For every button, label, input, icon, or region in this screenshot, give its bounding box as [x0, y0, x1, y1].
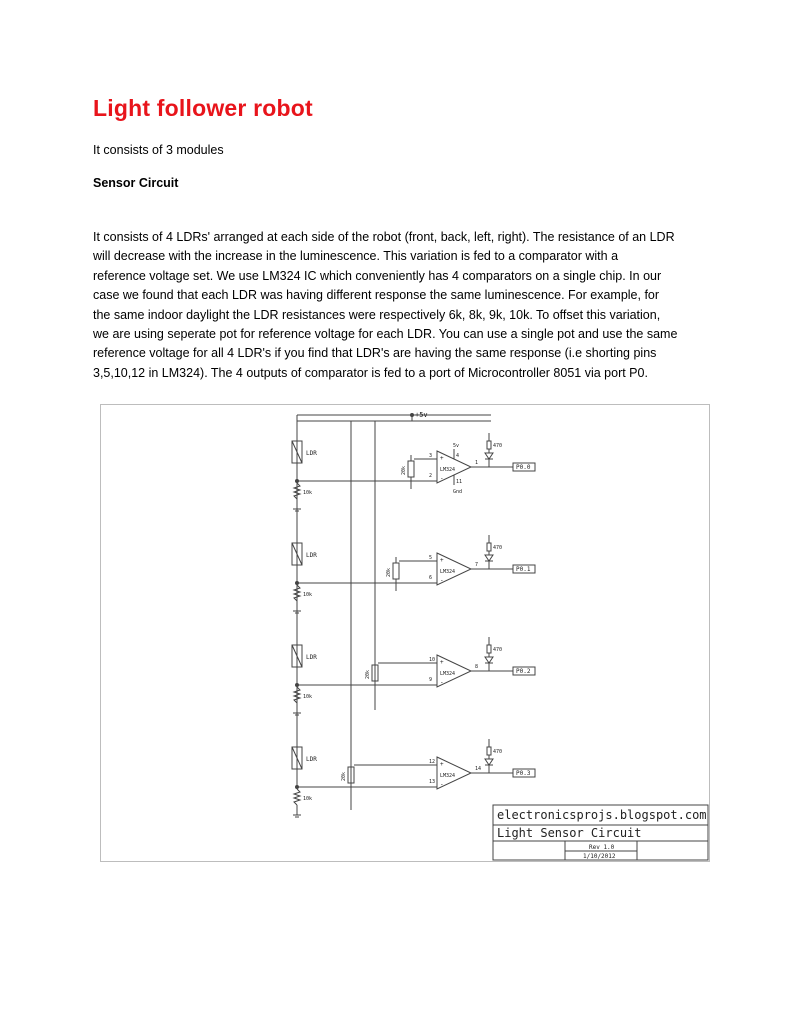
led-resistor-label: 470 [493, 443, 503, 449]
minus-sign: - [440, 475, 444, 482]
pot-label: 20k [386, 567, 392, 577]
page-title: Light follower robot [93, 95, 313, 121]
intro-text: It consists of 3 modules [93, 143, 224, 157]
junction-dot [296, 480, 299, 483]
potentiometer-icon [408, 461, 414, 477]
ldr-label: LDR [306, 450, 317, 457]
pin-number: 5 [429, 555, 433, 561]
body-line: we are using seperate pot for reference voltage for each LDR. You can use a single pot and use the same [93, 327, 678, 342]
resistor-icon [294, 789, 300, 805]
body-line: the same indoor daylight the LDR resistances were respectively 6k, 8k, 9k, 10k. To offset this variation, [93, 307, 661, 322]
port-label: P0.2 [516, 668, 531, 675]
vcc-pin-label: 5v [453, 443, 460, 449]
led-resistor-label: 470 [493, 545, 503, 551]
resistor-label: 10k [303, 796, 313, 802]
pot-label: 20k [365, 669, 371, 679]
led-resistor-label: 470 [493, 749, 503, 755]
plus-sign: + [440, 455, 444, 462]
minus-sign: - [440, 679, 444, 686]
pot-label: 20k [401, 465, 407, 475]
minus-sign: - [440, 577, 444, 584]
pin-number: 14 [475, 766, 482, 772]
pin-number: 4 [456, 453, 460, 459]
resistor-icon [487, 747, 491, 755]
supply-label: +5v [415, 411, 428, 419]
junction-dot [296, 786, 299, 789]
supply-node [411, 414, 414, 417]
title-block-date: 1/10/2012 [583, 853, 616, 860]
plus-sign: + [440, 761, 444, 768]
schematic-drawing [101, 405, 709, 861]
led-icon [485, 759, 493, 765]
led-icon [485, 657, 493, 663]
pin-number: 6 [429, 575, 433, 581]
pin-number: 12 [429, 759, 436, 765]
section-heading: Sensor Circuit [93, 176, 179, 190]
plus-sign: + [440, 557, 444, 564]
ic-label: LM324 [440, 773, 456, 779]
ic-label: LM324 [440, 467, 456, 473]
plus-sign: + [440, 659, 444, 666]
pin-number: 10 [429, 657, 436, 663]
minus-sign: - [440, 781, 444, 788]
pin-number: 2 [429, 473, 433, 479]
sensor-circuit-schematic [100, 404, 710, 862]
pin-number: 1 [475, 460, 479, 466]
port-label: P0.0 [516, 464, 531, 471]
title-block-website: electronicsprojs.blogspot.com [497, 808, 707, 822]
led-icon [485, 453, 493, 459]
pin-number: 3 [429, 453, 433, 459]
pin-number: 7 [475, 562, 479, 568]
resistor-label: 10k [303, 592, 313, 598]
led-resistor-label: 470 [493, 647, 503, 653]
ldr-label: LDR [306, 552, 317, 559]
body-line: 3,5,10,12 in LM324). The 4 outputs of comparator is fed to a port of Microcontroller 8051 via port P0. [93, 365, 648, 380]
ldr-label: LDR [306, 756, 317, 763]
body-paragraph [93, 228, 703, 383]
resistor-icon [487, 645, 491, 653]
resistor-label: 10k [303, 694, 313, 700]
body-line: case we found that each LDR was having different response the same luminescence. For example, for [93, 288, 660, 303]
title-block-title: Light Sensor Circuit [497, 826, 642, 840]
port-label: P0.3 [516, 770, 531, 777]
pot-label: 20k [341, 771, 347, 781]
ic-label: LM324 [440, 671, 456, 677]
title-block-revision: Rev 1.0 [589, 844, 615, 851]
junction-dot [296, 582, 299, 585]
pin-number: 13 [429, 779, 436, 785]
potentiometer-icon [393, 563, 399, 579]
pin-number: 9 [429, 677, 433, 683]
body-line: It consists of 4 LDRs' arranged at each side of the robot (front, back, left, right). The resistance of an LDR [93, 230, 675, 244]
body-line: reference voltage for all 4 LDR's if you find that LDR's are having the same response (i.e shorting pins [93, 346, 657, 361]
body-line: will decrease with the increase in the luminescence. This variation is fed to a comparator with a [93, 249, 619, 264]
resistor-icon [487, 543, 491, 551]
junction-dot [296, 684, 299, 687]
resistor-icon [487, 441, 491, 449]
body-line: reference voltage set. We use LM324 IC which conveniently has 4 comparators on a single chip. In our [93, 268, 662, 283]
led-icon [485, 555, 493, 561]
ldr-label: LDR [306, 654, 317, 661]
port-label: P0.1 [516, 566, 531, 573]
pin-number: 8 [475, 664, 479, 670]
pin-number: 11 [456, 479, 463, 485]
gnd-label: Gnd [453, 489, 463, 495]
title-block [493, 805, 708, 860]
ic-label: LM324 [440, 569, 456, 575]
resistor-label: 10k [303, 490, 313, 496]
